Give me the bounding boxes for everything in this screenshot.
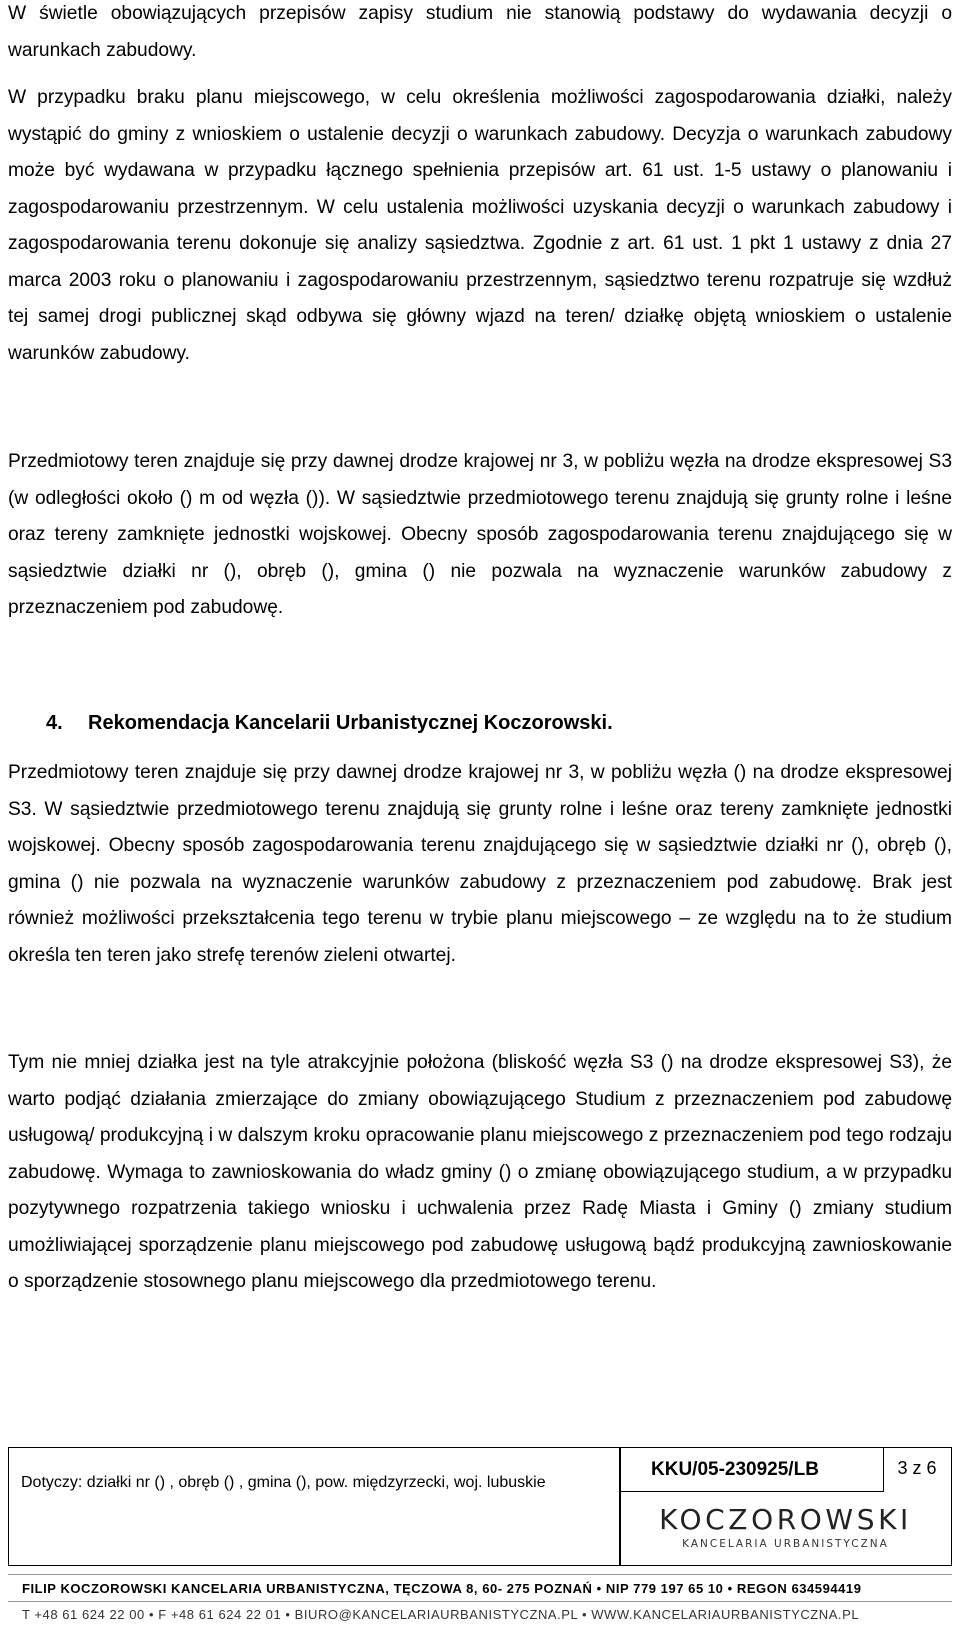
section-number: 4. bbox=[46, 712, 63, 734]
paragraph-teren-opis: Przedmiotowy teren znajduje się przy dawnej drodze krajowej nr 3, w pobliżu węzła na drodze ekspresowej S3 (w odległości około () m od węzła ()). W sąsiedztwie przedmiotowego terenu znajdują się grunty rolne i leśne oraz tereny zamknięte jednostki wojskowej. Obecny sposób zagospodarowania terenu znajdującego się w sąsiedztwie działki nr (), obręb (), gmina () nie pozwala na wyznaczenie warunków zabudowy z przeznaczeniem pod zabudowę. bbox=[8, 451, 952, 618]
logo-wordmark: KOCZOROWSKI bbox=[659, 1503, 912, 1536]
paragraph-studium: W świetle obowiązujących przepisów zapisy studium nie stanowią podstawy do wydawania decyzji o warunkach zabudowy. bbox=[8, 3, 952, 61]
page-number: 3 z 6 bbox=[897, 1458, 937, 1478]
section-heading bbox=[46, 705, 613, 741]
paragraph-rekomendacja: Przedmiotowy teren znajduje się przy dawnej drodze krajowej nr 3, w pobliżu węzła () na drodze ekspresowej S3. W sąsiedztwie przedmiotowego terenu znajdują się grunty rolne i leśne oraz tereny zamknięte jednostki wojskowej. Obecny sposób zagospodarowania terenu znajdującego się w sąsiedztwie działki nr (), obręb (), gmina () nie pozwala na wyznaczenie warunków zabudowy z przeznaczeniem pod zabudowę. Brak jest również możliwości przekształcenia tego terenu w trybie planu miejscowego – ze względu na to że studium określa ten teren jako strefę terenów zieleni otwartej. bbox=[8, 762, 952, 966]
company-logo bbox=[621, 1504, 950, 1552]
footer-rule-middle bbox=[8, 1601, 952, 1602]
subject-text: Dotyczy: działki nr () , obręb () , gmina (), pow. międzyrzecki, woj. lubuskie bbox=[21, 1474, 546, 1491]
paragraph-zmiana-studium: Tym nie mniej działka jest na tyle atrakcyjnie położona (bliskość węzła S3 () na drodze ekspresowej S3), że warto podjąć działania zmierzające do zmiany obowiązującego Studium z przeznaczeniem pod zabudowę usługową/ produkcyjną i w dalszym kroku opracowanie planu miejscowego z przeznaczeniem pod tego rodzaju zabudowę. Wymaga to zawnioskowania do władz gminy () o zmianę obowiązującego studium, a w przypadku pozytywnego rozpatrzenia takiego wniosku i uchwalenia przez Radę Miasta i Gminy () zmiany studium umożliwiającej sporządzenie planu miejscowego pod zabudowę usługową bądź produkcyjną zawnioskowanie o sporządzenie stosownego planu miejscowego dla przedmiotowego terenu. bbox=[8, 1052, 952, 1292]
footer-company-address: FILIP KOCZOROWSKI KANCELARIA URBANISTYCZNA, TĘCZOWA 8, 60- 275 POZNAŃ • NIP 779 197 65 10 • REGON 634594419 bbox=[22, 1581, 862, 1596]
document-code: KKU/05-230925/LB bbox=[621, 1448, 884, 1492]
logo-tagline: KANCELARIA URBANISTYCZNA bbox=[682, 1538, 889, 1550]
paragraph-warunki-zabudowy: W przypadku braku planu miejscowego, w celu określenia możliwości zagospodarowania działki, należy wystąpić do gminy z wnioskiem o ustalenie decyzji o warunkach zabudowy. Decyzja o warunkach zabudowy może być wydawana w przypadku łącznego spełnienia przepisów art. 61 ust. 1-5 ustawy o planowaniu i zagospodarowaniu przestrzennym. W celu ustalenia możliwości uzyskania decyzji o warunkach zabudowy i zagospodarowania terenu dokonuje się analizy sąsiedztwa. Zgodnie z art. 61 ust. 1 pkt 1 ustawy z dnia 27 marca 2003 roku o planowaniu i zagospodarowaniu przestrzennym, sąsiedztwo terenu rozpatruje się wzdłuż tej samej drogi publicznej skąd odbywa się główny wjazd na teren/ działkę objętą wnioskiem o ustalenie warunków zabudowy. bbox=[8, 87, 952, 364]
footer-info-box bbox=[8, 1447, 952, 1566]
footer-rule-top bbox=[8, 1574, 952, 1575]
section-title: Rekomendacja Kancelarii Urbanistycznej Koczorowski. bbox=[88, 712, 613, 734]
footer-contact: T +48 61 624 22 00 • F +48 61 624 22 01 • BIURO@KANCELARIAURBANISTYCZNA.PL • WWW.KANCELARIAURBANISTYCZNA.PL bbox=[22, 1607, 860, 1622]
